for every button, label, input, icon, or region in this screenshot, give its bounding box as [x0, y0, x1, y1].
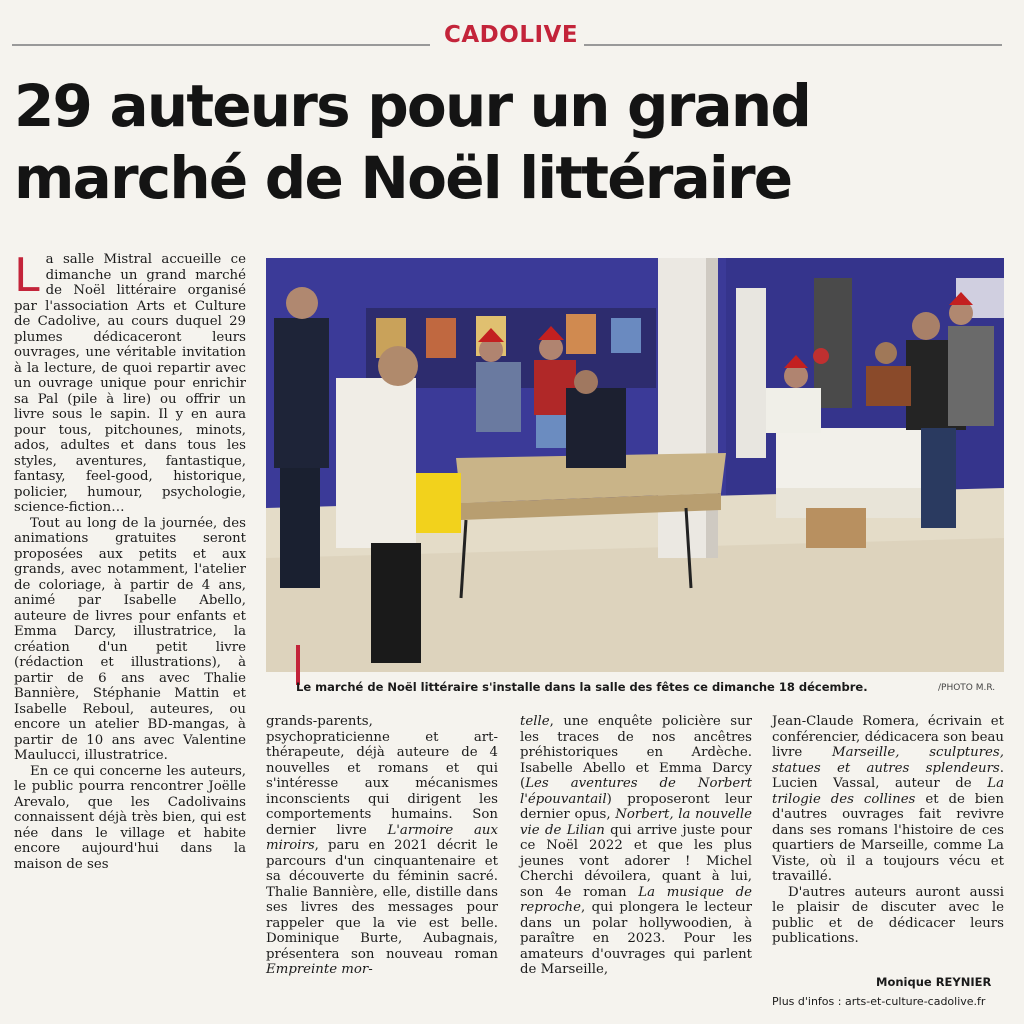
section-rule-left [12, 44, 430, 46]
paragraph-intro-text: a salle Mistral accueille ce dimanche un grand marché de Noël littéraire organisé par l'association Arts et Culture de Cadolive, au cours duquel 29 plumes dédicaceront leurs ouvrages, une véritable invitation à la lecture, de quoi repartir avec un ouvrage unique pour enrichir sa Pal (pile à lire) ou offrir un livre sous le sapin. Il y en aura pour tous, pitchounes, minots, ados, adultes et dans tous les styles, aventures, fantastique, fantasy, feel-good, historique, policier, humour, psychologie, science-fiction… [14, 252, 246, 515]
book-title-marseille: Marseille, sculptures, statues et autres splendeurs [772, 745, 1004, 776]
column-3-text [520, 714, 752, 978]
paragraph-closing: D'autres auteurs auront aussi le plaisir de discuter avec le public et de dédicacer leurs publications. [772, 884, 1004, 946]
column-4-text [772, 714, 1004, 885]
col2-text-b: , paru en 2021 décrit le parcours d'un cinquantenaire et sa découverte du féminin sacré. Thalie Bannière, elle, distille dans ses livres des messages pour rappeler que la vie est belle. Dominique Burte, Aubagnais, présentera son nouveau roman [266, 838, 498, 962]
col3-text-b: ) proposeront leur dernier opus, [520, 791, 752, 822]
section-rule-right [584, 44, 1002, 46]
col4-text-b: . Lucien Vassal, auteur de [772, 760, 1004, 791]
col3-text-c: qui arrive juste pour ce Noël 2022 et que les plus jeunes vont adorer ! Michel Cherchi dévoilera, quant à lui, son 4e roman [520, 822, 752, 900]
headline-line-1: 29 auteurs pour un grand [14, 72, 811, 140]
book-title-empreinte: Empreinte mor- [266, 962, 373, 977]
col4-text-a: Jean-Claude Romera, écrivain et conférencier, dédicacera son beau livre [772, 714, 1004, 760]
paragraph-authors: En ce qui concerne les auteurs, le public pourra rencontrer Joëlle Arevalo, que les Cadolivains connaissent déjà très bien, qui est née dans le village et habite encore aujourd'hui dans la maison de ses [14, 763, 246, 872]
headline-line-2: marché de Noël littéraire [14, 144, 792, 212]
col3-text-a: , une enquête policière sur les traces de nos ancêtres préhistoriques en Ardèche. Isabelle Abello et Emma Darcy ( [520, 714, 752, 791]
paragraph-animations: Tout au long de la journée, des animations gratuites seront proposées aux petits et aux grands, avec notamment, l'atelier de coloriage, à partir de 4 ans, animé par Isabelle Abello, auteure de livres pour enfants et Emma Darcy, illustratrice, la création d'un petit livre (rédaction et illustrations), à partir de 6 ans avec Thalie Bannière, Stéphanie Mattin et Isabelle Reboul, auteures, ou encore un atelier BD-mangas, à partir de 10 ans avec Valentine Maulucci, illustratrice. [14, 515, 246, 763]
article-column-1 [14, 248, 246, 872]
photo-credit: /PHOTO M.R. [938, 683, 996, 693]
col2-text-a: grands-parents, psychopraticienne et art-thérapeute, déjà auteure de 4 nouvelles et romans et qui s'intéresse aux mécanismes inconscients qui dirigent les comportements humains. Son dernier livre [266, 714, 498, 838]
section-header [12, 22, 1002, 48]
col3-text-d: , qui plongera le lecteur dans un polar hollywoodien, à paraître en 2023. Pour les amateurs d'ouvrages qui parlent de Marseille, [520, 900, 752, 977]
market-photo-illustration [266, 258, 1004, 672]
more-info: Plus d'infos : arts-et-culture-cadolive.fr [772, 995, 986, 1008]
section-label: CADOLIVE [444, 22, 579, 48]
caption-accent-bar [296, 645, 300, 685]
photo-caption: Le marché de Noël littéraire s'installe dans la salle des fêtes ce dimanche 18 décembre. [296, 680, 868, 694]
article-photo [266, 258, 1004, 672]
book-series-norbert: Les aventures de Norbert l'épouvantail [520, 776, 752, 807]
drop-cap: L [14, 248, 40, 302]
col4-text-c: et de bien d'autres ouvrages fait revivre dans ses romans l'histoire de ces quartiers de Marseille, comme La Viste, où il a toujours vécu et travaillé. [772, 791, 1004, 884]
book-title-armoire: L'armoire aux miroirs [266, 822, 498, 853]
author-byline: Monique REYNIER [876, 975, 992, 989]
article-column-3 [520, 714, 752, 978]
paragraph-intro [14, 248, 246, 516]
book-title-empreinte-end: telle [520, 714, 550, 729]
book-title-musique: La musique de reproche [520, 884, 752, 915]
book-title-norbert: Norbert, la nouvelle vie de Lilian [520, 807, 752, 838]
article-column-4 [772, 714, 1004, 947]
headline [14, 70, 1014, 214]
column-2-text [266, 714, 498, 978]
book-title-trilogie: La trilogie des collines [772, 776, 1004, 807]
article-column-2 [266, 714, 498, 978]
